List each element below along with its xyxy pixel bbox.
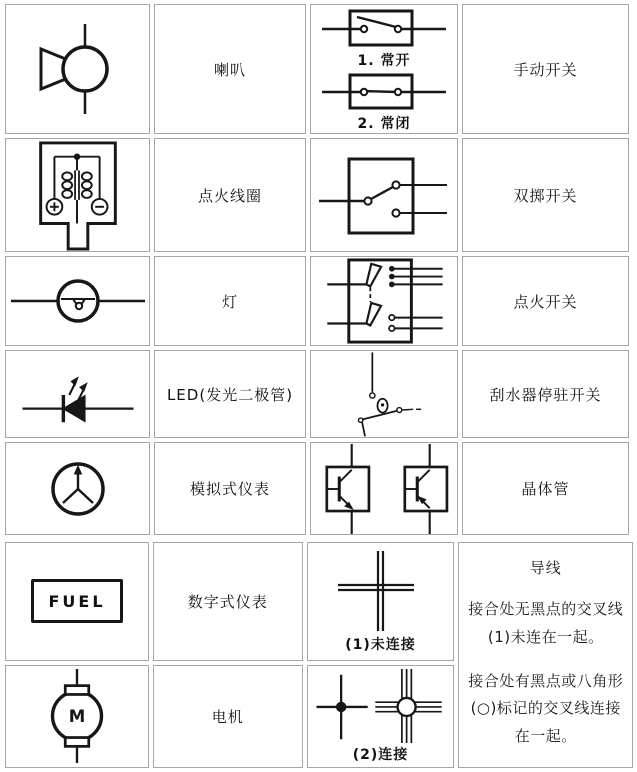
crossing-unconnected-label: (1)未连接 [345, 636, 416, 653]
ignition-coil-icon [26, 139, 130, 251]
ignition-switch-icon [320, 257, 448, 345]
cell-horn-label [154, 4, 306, 134]
motor-letter: M [68, 707, 86, 727]
ignition-coil-label: 点火线圈 [197, 186, 262, 205]
motor-icon [31, 669, 123, 763]
double-throw-switch-icon [319, 147, 449, 243]
table-row [5, 4, 629, 134]
transistor-npn-icon [316, 444, 374, 534]
cell-led-label [154, 350, 306, 438]
cell-lamp-label [154, 256, 306, 346]
cell-ignition-coil-label [154, 138, 306, 252]
led-icon [19, 356, 137, 432]
cell-wire-note [458, 542, 633, 768]
cell-double-throw-label [462, 138, 629, 252]
switch-normally-closed-icon [320, 70, 448, 112]
switch-normally-open-icon [320, 5, 448, 49]
double-throw-switch-label: 双掷开关 [513, 186, 578, 205]
lamp-label: 灯 [221, 292, 238, 311]
symbol-table-top [1, 0, 633, 539]
crossing-connected-label: (2)连接 [352, 746, 409, 763]
cell-motor-label [153, 665, 303, 768]
wire-note-para1: 接合处无黑点的交叉线(1)未连在一起。 [468, 600, 624, 646]
wiper-park-switch-label: 刮水器停驻开关 [489, 385, 602, 404]
wire-crossing-connected-icon [311, 669, 451, 743]
transistor-label: 晶体管 [521, 480, 570, 498]
cell-ignition-switch-symbol [310, 256, 458, 346]
table-row [5, 442, 629, 535]
cell-digital-gauge-label [153, 542, 303, 661]
led-label: LED(发光二极管) [166, 385, 294, 404]
transistor-pnp-icon [394, 444, 452, 534]
cell-double-throw-symbol [310, 138, 458, 252]
cell-digital-gauge-symbol [5, 542, 149, 661]
wire-crossing-unconnected-icon [326, 549, 436, 633]
cell-motor-symbol [5, 665, 149, 768]
cell-analog-meter-label [154, 442, 306, 535]
cell-horn-symbol [5, 4, 150, 134]
normally-closed-label: 2. 常闭 [357, 116, 411, 132]
cell-manual-switch-symbol [310, 4, 458, 134]
table-row [5, 256, 629, 346]
table-row [5, 542, 633, 661]
cell-crossing-connected-symbol [307, 665, 455, 768]
cell-crossing-unconnected-symbol [307, 542, 455, 661]
wire-note-title: 导线 [529, 559, 562, 577]
cell-led-symbol [5, 350, 150, 438]
motor-label: 电机 [211, 707, 244, 726]
table-row [5, 138, 629, 252]
normally-open-label: 1. 常开 [357, 53, 411, 69]
cell-wiper-park-label [462, 350, 629, 438]
fuel-gauge-icon [31, 579, 123, 623]
cell-analog-meter-symbol [5, 442, 150, 535]
ignition-switch-label: 点火开关 [513, 292, 578, 311]
fuel-gauge-text: FUEL [48, 591, 106, 611]
cell-transistor-symbol [310, 442, 458, 535]
digital-gauge-label: 数字式仪表 [187, 592, 268, 611]
cell-wiper-park-symbol [310, 350, 458, 438]
wiper-park-switch-icon [332, 351, 436, 437]
horn-label: 喇叭 [213, 60, 246, 79]
manual-switch-label: 手动开关 [513, 60, 578, 79]
table-row [5, 350, 629, 438]
cell-manual-switch-label [462, 4, 629, 134]
cell-lamp-symbol [5, 256, 150, 346]
cell-transistor-label [462, 442, 629, 535]
analog-meter-icon [42, 453, 114, 525]
horn-icon [28, 22, 128, 116]
analog-meter-label: 模拟式仪表 [189, 480, 270, 498]
symbol-table-bottom [1, 538, 637, 772]
lamp-icon [11, 275, 145, 327]
cell-ignition-coil-symbol [5, 138, 150, 252]
wire-note-para2: 接合处有黑点或八角形(○)标记的交叉线连接在一起。 [468, 671, 624, 745]
cell-ignition-switch-label [462, 256, 629, 346]
